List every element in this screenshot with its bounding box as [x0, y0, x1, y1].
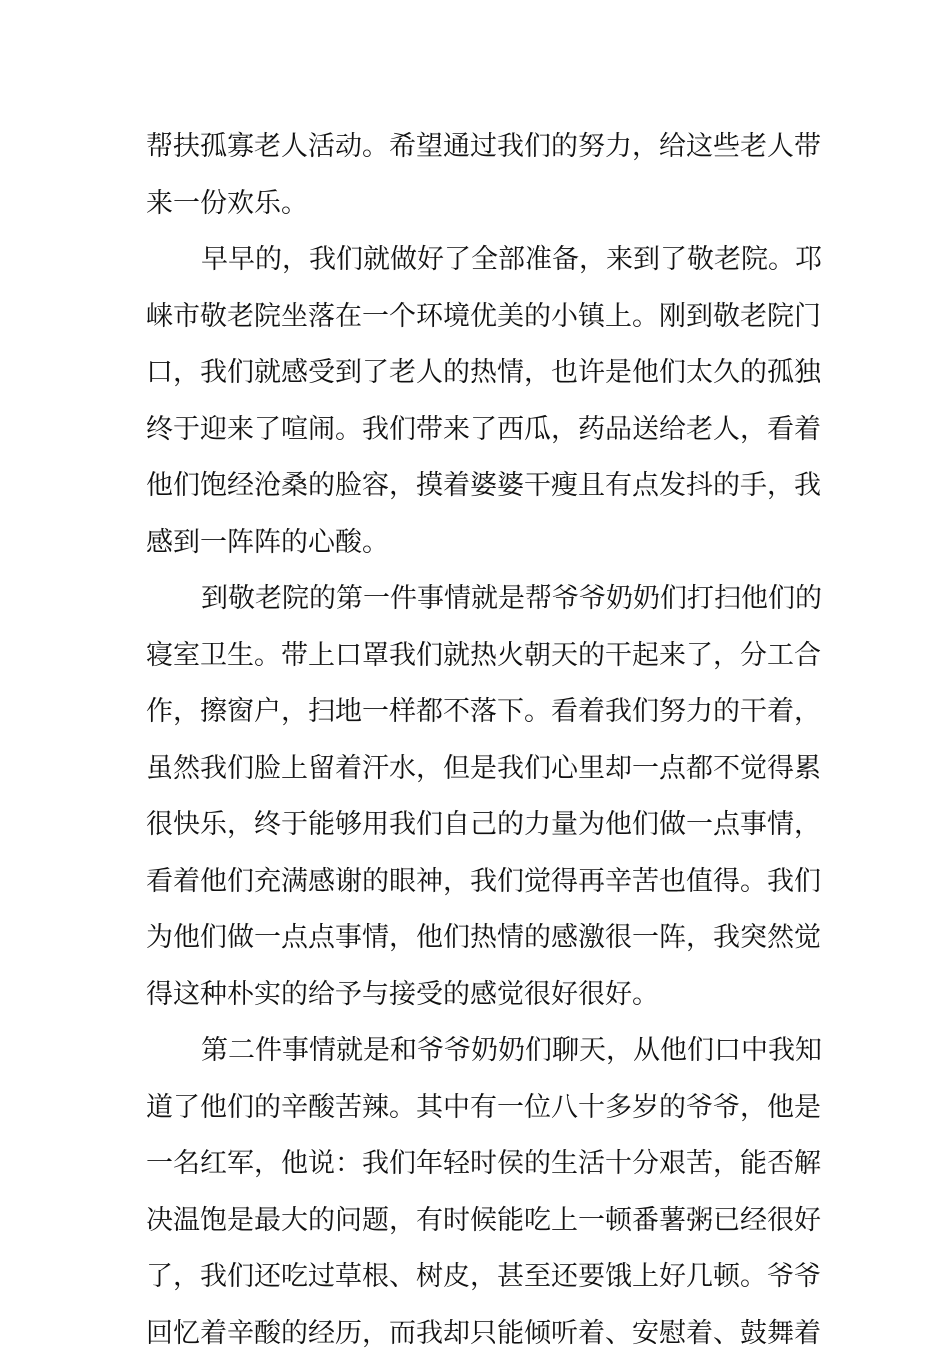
text-line: 看着他们充满感谢的眼神，我们觉得再辛苦也值得。我们	[146, 854, 816, 911]
text-line: 他们饱经沧桑的脸容，摸着婆婆干瘦且有点发抖的手，我	[146, 458, 816, 515]
text-line: 很快乐，终于能够用我们自己的力量为他们做一点事情，	[146, 797, 816, 854]
text-line: 崃市敬老院坐落在一个环境优美的小镇上。刚到敬老院门	[146, 289, 816, 346]
document-body	[146, 119, 816, 1362]
paragraph-first-line: 早早的，我们就做好了全部准备，来到了敬老院。邛	[146, 232, 816, 289]
text-line: 道了他们的辛酸苦辣。其中有一位八十多岁的爷爷，他是	[146, 1080, 816, 1137]
text-line: 感到一阵阵的心酸。	[146, 515, 816, 572]
text-line: 帮扶孤寡老人活动。希望通过我们的努力，给这些老人带	[146, 119, 816, 176]
text-line: 虽然我们脸上留着汗水，但是我们心里却一点都不觉得累	[146, 741, 816, 798]
text-line: 作，擦窗户，扫地一样都不落下。看着我们努力的干着，	[146, 684, 816, 741]
text-line: 了，我们还吃过草根、树皮，甚至还要饿上好几顿。爷爷	[146, 1249, 816, 1306]
text-line: 寝室卫生。带上口罩我们就热火朝天的干起来了，分工合	[146, 628, 816, 685]
text-line: 得这种朴实的给予与接受的感觉很好很好。	[146, 967, 816, 1024]
paragraph-first-line: 第二件事情就是和爷爷奶奶们聊天，从他们口中我知	[146, 1023, 816, 1080]
text-line: 一名红军，他说：我们年轻时侯的生活十分艰苦，能否解	[146, 1136, 816, 1193]
text-line: 终于迎来了喧闹。我们带来了西瓜，药品送给老人，看着	[146, 402, 816, 459]
paragraph-first-line: 到敬老院的第一件事情就是帮爷爷奶奶们打扫他们的	[146, 571, 816, 628]
text-line: 来一份欢乐。	[146, 176, 816, 233]
text-line: 为他们做一点点事情，他们热情的感激很一阵，我突然觉	[146, 910, 816, 967]
text-line: 决温饱是最大的问题，有时候能吃上一顿番薯粥已经很好	[146, 1193, 816, 1250]
text-line: 回忆着辛酸的经历，而我却只能倾听着、安慰着、鼓舞着	[146, 1306, 816, 1362]
text-line: 口，我们就感受到了老人的热情，也许是他们太久的孤独	[146, 345, 816, 402]
